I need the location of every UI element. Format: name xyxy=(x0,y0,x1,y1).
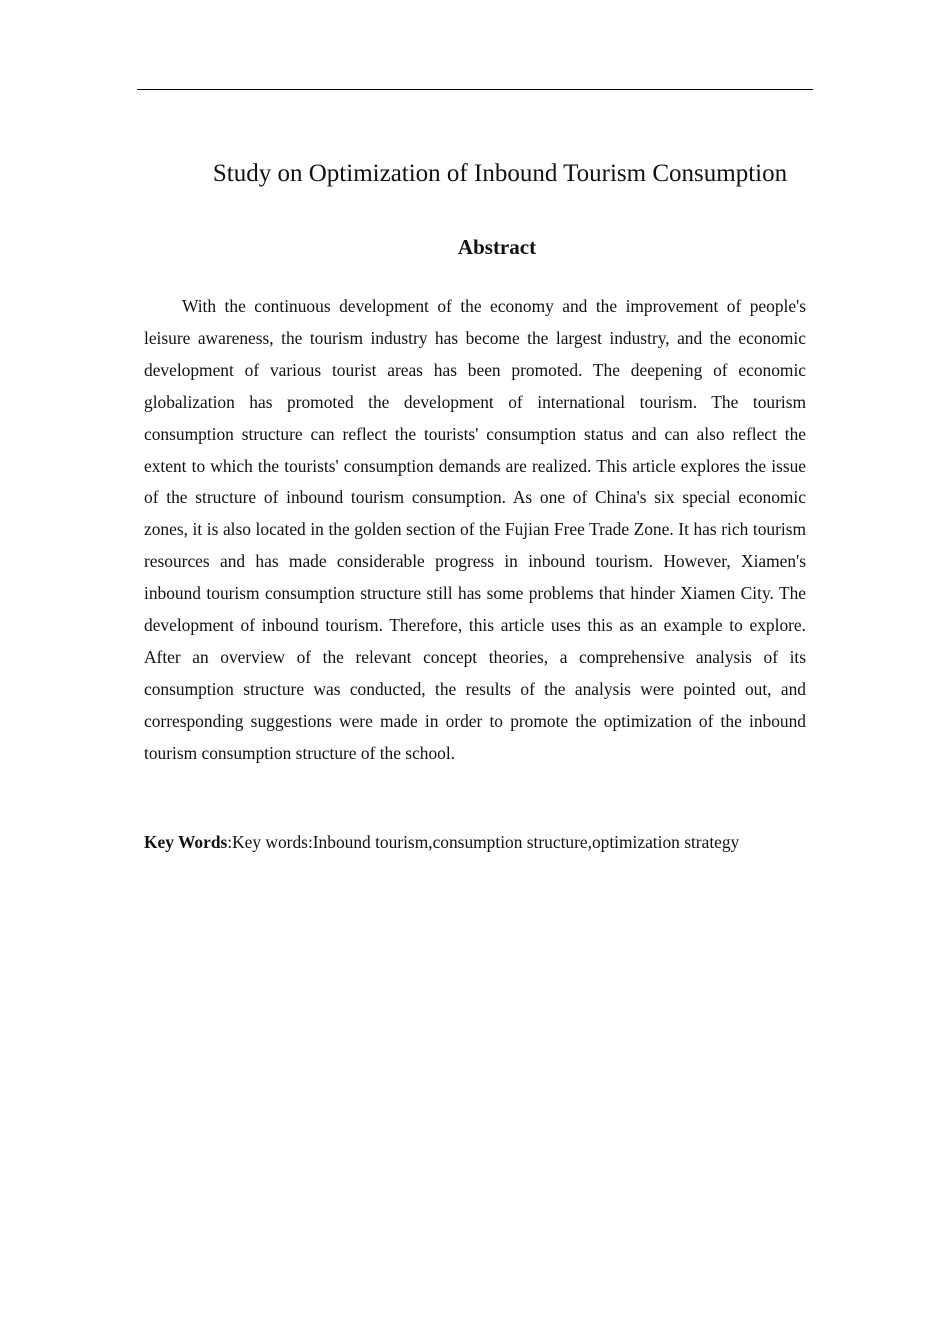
keywords-separator: : xyxy=(227,832,233,852)
abstract-heading: Abstract xyxy=(457,235,537,259)
paper-title: Study on Optimization of Inbound Tourism Consumption xyxy=(212,160,788,187)
keywords-line xyxy=(144,827,844,858)
header-rule xyxy=(137,89,813,90)
abstract-body: With the continuous development of the economy and the improvement of people's leisure awareness, the tourism industry has become the largest industry, and the economic development of various tourist areas has been promoted. The deepening of economic globalization has promoted the development of international tourism. The tourism consumption structure can reflect the tourists' consumption status and can also reflect the extent to which the tourists' consumption demands are realized. This article explores the issue of the structure of inbound tourism consumption. As one of China's six special economic zones, it is also located in the golden section of the Fujian Free Trade Zone. It has rich tourism resources and has made considerable progress in inbound tourism. However, Xiamen's inbound tourism consumption structure still has some problems that hinder Xiamen City. The development of inbound tourism. Therefore, this article uses this as an example to explore. After an overview of the relevant concept theories, a comprehensive analysis of its consumption structure was conducted, the results of the analysis were pointed out, and corresponding suggestions were made in order to promote the optimization of the inbound tourism consumption structure of the school. xyxy=(144,296,806,763)
keywords-text: Key words:Inbound tourism,consumption structure,optimization strategy xyxy=(232,832,740,852)
keywords-label: Key Words xyxy=(144,832,228,852)
